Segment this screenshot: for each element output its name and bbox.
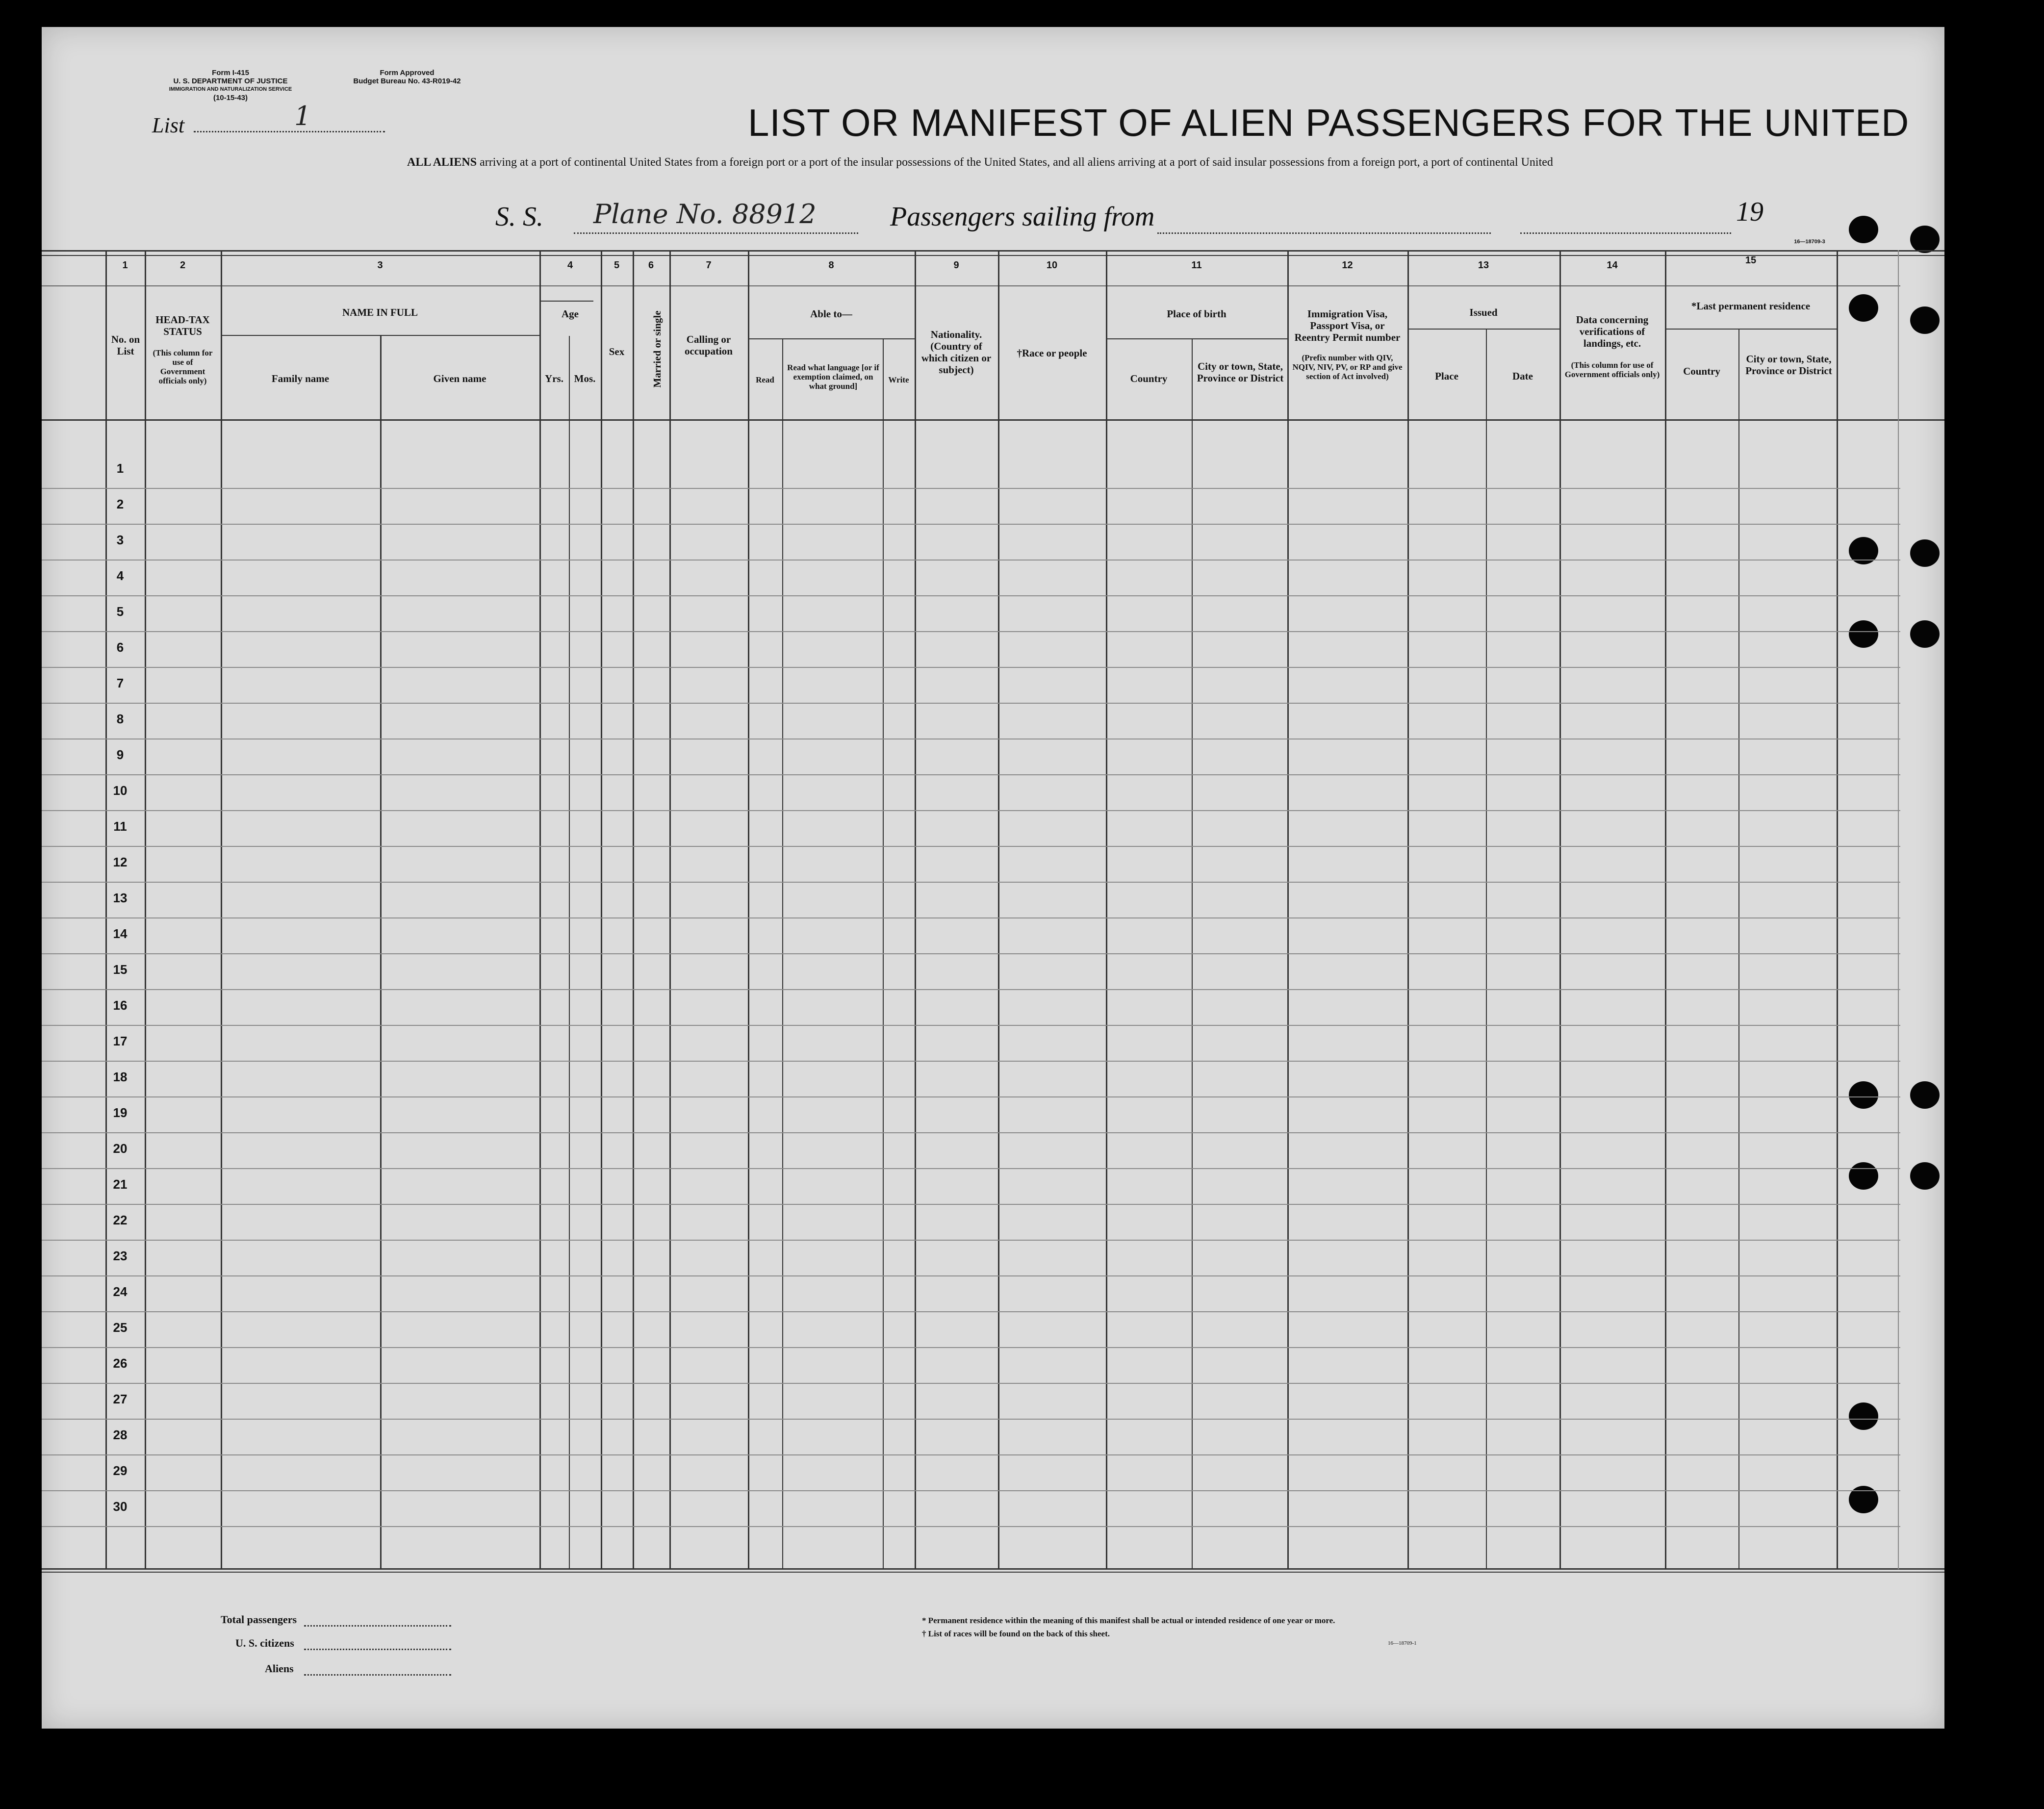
row-number: 5 <box>116 604 124 619</box>
us-citizens-label: U. S. citizens <box>235 1637 294 1649</box>
row-number: 9 <box>116 747 124 762</box>
header-given-name: Given name <box>433 373 486 384</box>
row-number: 30 <box>113 1499 128 1514</box>
row-number: 11 <box>113 819 127 834</box>
row-number: 1 <box>116 461 124 476</box>
row-number: 2 <box>116 497 124 511</box>
form-number-block <box>142 69 319 102</box>
header-read: Read <box>756 375 774 384</box>
header-name-in-full: NAME IN FULL <box>342 306 418 318</box>
header-nationality: Nationality. (Country of which citizen or subject) <box>921 329 992 376</box>
row-number: 18 <box>113 1070 128 1084</box>
col-num: 4 <box>567 260 573 271</box>
footnote-races: † List of races will be found on the back of this sheet. <box>922 1629 1110 1638</box>
row-number: 20 <box>113 1141 128 1156</box>
ship-name: Plane No. 88912 <box>593 199 817 229</box>
row-number: 4 <box>116 568 124 583</box>
row-number: 13 <box>113 891 128 905</box>
total-passengers-field[interactable] <box>304 1624 451 1627</box>
col-num: 11 <box>1191 260 1202 271</box>
footnote-code: 16—18709-1 <box>1388 1640 1417 1646</box>
col-num: 12 <box>1342 260 1353 271</box>
col-num: 6 <box>648 260 654 271</box>
header-head-tax: HEAD-TAX STATUS <box>155 314 210 337</box>
header-age: Age <box>562 308 579 320</box>
row-number: 24 <box>113 1284 128 1299</box>
header-last-residence: *Last permanent residence <box>1691 300 1811 312</box>
row-number: 3 <box>116 533 124 547</box>
service: IMMIGRATION AND NATURALIZATION SERVICE <box>169 86 292 92</box>
col-num: 15 <box>1745 255 1757 266</box>
row-number: 10 <box>113 783 128 798</box>
header-yrs: Yrs. <box>545 373 563 384</box>
row-number: 6 <box>116 640 124 655</box>
row-number: 23 <box>113 1248 128 1263</box>
row-number: 26 <box>113 1356 128 1371</box>
col-num: 2 <box>179 260 186 271</box>
header-family-name: Family name <box>271 373 330 384</box>
row-number: 29 <box>113 1463 128 1478</box>
row-number: 25 <box>113 1320 128 1335</box>
form-date: (10-15-43) <box>213 94 248 102</box>
row-number: 16 <box>113 998 128 1013</box>
header-issued: Issued <box>1469 306 1498 318</box>
col-num: 5 <box>613 260 620 271</box>
header-birth-country: Country <box>1130 373 1168 384</box>
row-number: 7 <box>116 676 124 690</box>
header-race: †Race or people <box>1017 347 1087 359</box>
us-citizens-field[interactable] <box>304 1648 451 1650</box>
header-able-to: Able to— <box>810 308 852 320</box>
col-num: 14 <box>1607 260 1618 271</box>
row-number: 21 <box>113 1177 128 1192</box>
header-visa-note: (Prefix number with QIV, NQIV, NIV, PV, or RP and give section of Act involved) <box>1292 353 1403 381</box>
header-birth-city: City or town, State, Province or District <box>1197 360 1284 384</box>
header-mos: Mos. <box>574 373 596 384</box>
header-head-tax-note: (This column for use of Government officials only) <box>153 348 213 385</box>
aliens-field[interactable] <box>304 1673 451 1676</box>
col-num: 10 <box>1046 260 1058 271</box>
header-visa: Immigration Visa, Passport Visa, or Reentry Permit number <box>1294 308 1401 343</box>
year-label: 19 <box>1736 197 1763 227</box>
row-number: 15 <box>113 962 128 977</box>
header-calling: Calling or occupation <box>684 333 733 357</box>
form-approval-block <box>333 69 481 85</box>
header-no-on-list: No. on List <box>111 333 140 357</box>
row-number: 27 <box>113 1392 128 1406</box>
col-num: 8 <box>828 260 834 271</box>
header-data-concerning: Data concerning verifications of landings, etc. <box>1576 314 1649 349</box>
corner-code: 16—18709-3 <box>1794 239 1825 245</box>
form-number: Form I-415 <box>212 69 249 77</box>
row-number: 22 <box>113 1213 128 1227</box>
header-issued-place: Place <box>1435 370 1458 382</box>
department: U. S. DEPARTMENT OF JUSTICE <box>173 77 288 85</box>
ship-prefix: S. S. <box>495 202 543 232</box>
subtitle-text: arriving at a port of continental United States from a foreign port or a port of the insular possessions of the United States, and all aliens arriving at a port of said insular possessions from a foreign port, a port of continental United <box>480 156 1553 169</box>
col-num: 9 <box>953 260 959 271</box>
header-lr-country: Country <box>1683 365 1720 377</box>
row-number: 8 <box>116 712 124 726</box>
subtitle <box>407 156 1553 169</box>
total-passengers-label: Total passengers <box>221 1613 297 1626</box>
row-number: 19 <box>113 1105 128 1120</box>
header-data-note: (This column for use of Government officials only) <box>1564 360 1660 379</box>
manifest-sheet <box>42 27 1944 1729</box>
header-place-of-birth: Place of birth <box>1167 308 1226 320</box>
sailing-from-field <box>1157 230 1491 234</box>
page-title: LIST OR MANIFEST OF ALIEN PASSENGERS FOR THE UNITED <box>748 101 1910 144</box>
list-number: 1 <box>294 101 311 131</box>
ship-name-underline <box>574 230 858 234</box>
list-underline <box>194 129 385 132</box>
header-lr-city: City or town, State, Province or District <box>1745 353 1832 377</box>
col-num: 7 <box>706 260 712 271</box>
subtitle-bold: ALL ALIENS <box>407 156 477 169</box>
col-num: 1 <box>122 260 128 271</box>
header-read-language: Read what language [or if exemption claimed, on what ground] <box>787 363 879 391</box>
date-field <box>1520 230 1731 234</box>
header-married: Married or single <box>651 310 663 388</box>
row-number: 12 <box>113 855 128 869</box>
list-label: List <box>152 113 185 137</box>
footnote-residence: * Permanent residence within the meaning of this manifest shall be actual or intended residence of one year or more. <box>922 1616 1335 1625</box>
budget-number: Budget Bureau No. 43-R019-42 <box>353 77 461 85</box>
aliens-label: Aliens <box>265 1662 294 1675</box>
form-approved: Form Approved <box>380 69 434 77</box>
sailing-label: Passengers sailing from <box>890 202 1155 232</box>
row-number: 14 <box>113 926 128 941</box>
col-num: 3 <box>377 260 383 271</box>
row-number: 17 <box>113 1034 128 1048</box>
header-sex: Sex <box>609 346 625 357</box>
header-issued-date: Date <box>1512 370 1533 382</box>
col-num: 13 <box>1478 260 1489 271</box>
row-number: 28 <box>113 1427 128 1442</box>
header-write: Write <box>888 375 909 384</box>
